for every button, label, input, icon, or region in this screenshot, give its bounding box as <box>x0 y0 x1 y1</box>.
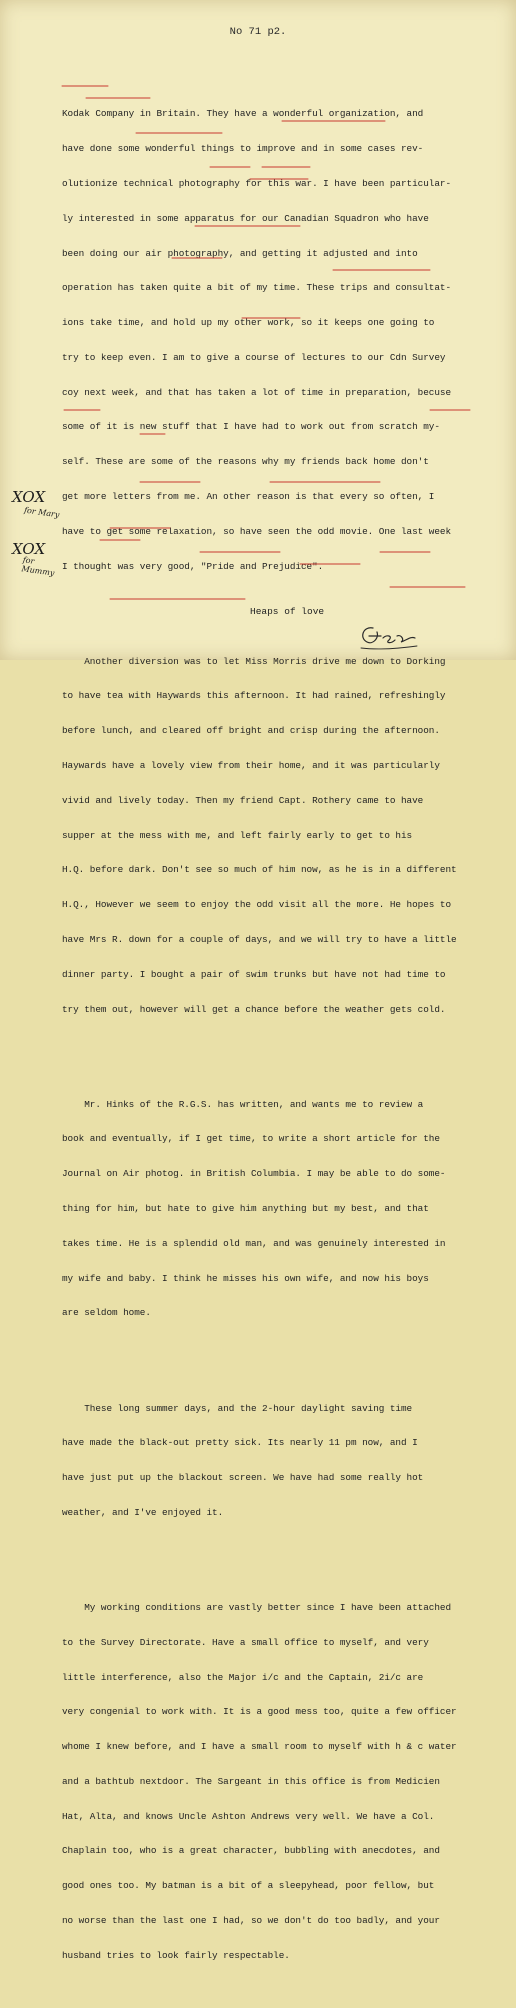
text-line: have to get some relaxation, so have seen the odd movie. One last week <box>62 525 452 537</box>
text-line: book and eventually, if I get time, to write a short article for the <box>62 1133 440 1145</box>
margin-kisses-2: XOX <box>12 540 46 558</box>
text-line: These long summer days, and the 2-hour daylight saving time <box>62 1402 413 1414</box>
text-line: ly interested in some apparatus for our Canadian Squadron who have <box>62 212 429 224</box>
text-line: H.Q. before dark. Don't see so much of him now, as he is in a different <box>62 864 457 876</box>
text-line: operation has taken quite a bit of my time. These trips and consultat- <box>62 282 452 294</box>
margin-notes <box>12 488 62 588</box>
text-line: whome I knew before, and I have a small room to myself with h & c water <box>62 1741 457 1753</box>
text-line: Another diversion was to let Miss Morris drive me down to Dorking <box>62 655 446 667</box>
text-line: vivid and lively today. Then my friend Capt. Rothery came to have <box>62 794 424 806</box>
text-line: thing for him, but hate to give him anything but my best, and that <box>62 1203 429 1214</box>
text-line: self. These are some of the reasons why my friends back home don't <box>62 456 429 468</box>
handwritten-signature <box>355 618 425 654</box>
text-line: Journal on Air photog. in British Columbia. I may be able to do some- <box>62 1168 446 1180</box>
paragraph-3 <box>62 1075 512 1342</box>
text-line: olutionize technical photography for this war. I have been particular- <box>62 177 452 189</box>
text-line: My working conditions are vastly better since I have been attached <box>62 1602 452 1613</box>
text-line: to have tea with Haywards this afternoon. It had rained, refreshingly <box>62 690 446 702</box>
paragraph-4 <box>62 1379 512 1541</box>
text-line: coy next week, and that has taken a lot of time in preparation, becuse <box>62 386 452 398</box>
closing-line: Heaps of love <box>250 606 325 617</box>
text-line: my wife and baby. I think he misses his own wife, and now his boys <box>62 1272 429 1284</box>
text-line: I thought was very good, "Pride and Prejudice". <box>62 560 324 572</box>
text-line: some of it is new stuff that I have had to work out from scratch my- <box>62 421 440 433</box>
text-line: try to keep even. I am to give a course of lectures to our Cdn Survey <box>62 351 446 363</box>
text-line: Kodak Company in Britain. They have a wonderful organization, and <box>62 108 424 120</box>
text-line: to the Survey Directorate. Have a small office to myself, and very <box>62 1636 429 1648</box>
text-line: husband tries to look fairly respectable. <box>62 1949 290 1961</box>
margin-caption-2: for Mummy <box>20 555 55 578</box>
text-line: very congenial to work with. It is a good mess too, quite a few officer <box>62 1706 457 1718</box>
text-line: H.Q., However we seem to enjoy the odd visit all the more. He hopes to <box>62 899 452 911</box>
text-line: try them out, however will get a chance before the weather gets cold. <box>62 1003 446 1015</box>
text-line: have done some wonderful things to improve and in some cases rev- <box>62 143 424 155</box>
text-line: have Mrs R. down for a couple of days, and we will try to have a little <box>62 933 457 945</box>
page-header: No 71 p2. <box>229 26 287 38</box>
letter-body <box>62 62 512 2008</box>
text-line: supper at the mess with me, and left fairly early to get to his <box>62 829 413 841</box>
text-line: ions take time, and hold up my other work, so it keeps one going to <box>62 317 435 329</box>
text-line: no worse than the last one I had, so we don't do too badly, and your <box>62 1915 440 1927</box>
text-line: takes time. He is a splendid old man, and was genuinely interested in <box>62 1237 446 1249</box>
margin-caption-1: for Mary <box>23 505 60 520</box>
text-line: Chaplain too, who is a great character, bubbling with anecdotes, and <box>62 1845 440 1857</box>
text-line: dinner party. I bought a pair of swim trunks but have not had time to <box>62 968 446 980</box>
text-line: have made the black-out pretty sick. Its nearly 11 pm now, and I <box>62 1437 418 1449</box>
text-line: Mr. Hinks of the R.G.S. has written, and wants me to review a <box>62 1098 424 1110</box>
paragraph-1 <box>62 85 512 595</box>
text-line: and a bathtub nextdoor. The Sargeant in this office is from Medicien <box>62 1775 440 1787</box>
text-line: get more letters from me. An other reason is that every so often, I <box>62 490 435 502</box>
paragraph-2 <box>62 633 512 1039</box>
text-line: good ones too. My batman is a bit of a sleepyhead, poor fellow, but <box>62 1880 435 1892</box>
text-line: are seldom home. <box>62 1307 151 1319</box>
text-line: have just put up the blackout screen. We have had some really hot <box>62 1472 424 1484</box>
text-line: little interference, also the Major i/c and the Captain, 2i/c are <box>62 1671 424 1683</box>
paragraph-5 <box>62 1579 512 1985</box>
text-line: Haywards have a lovely view from their home, and it was particularly <box>62 760 440 772</box>
text-line: weather, and I've enjoyed it. <box>62 1506 224 1518</box>
text-line: Hat, Alta, and knows Uncle Ashton Andrews very well. We have a Col. <box>62 1810 435 1822</box>
text-line: been doing our air photography, and getting it adjusted and into <box>62 247 418 259</box>
margin-kisses-1: XOX <box>12 488 46 506</box>
text-line: before lunch, and cleared off bright and crisp during the afternoon. <box>62 725 440 737</box>
